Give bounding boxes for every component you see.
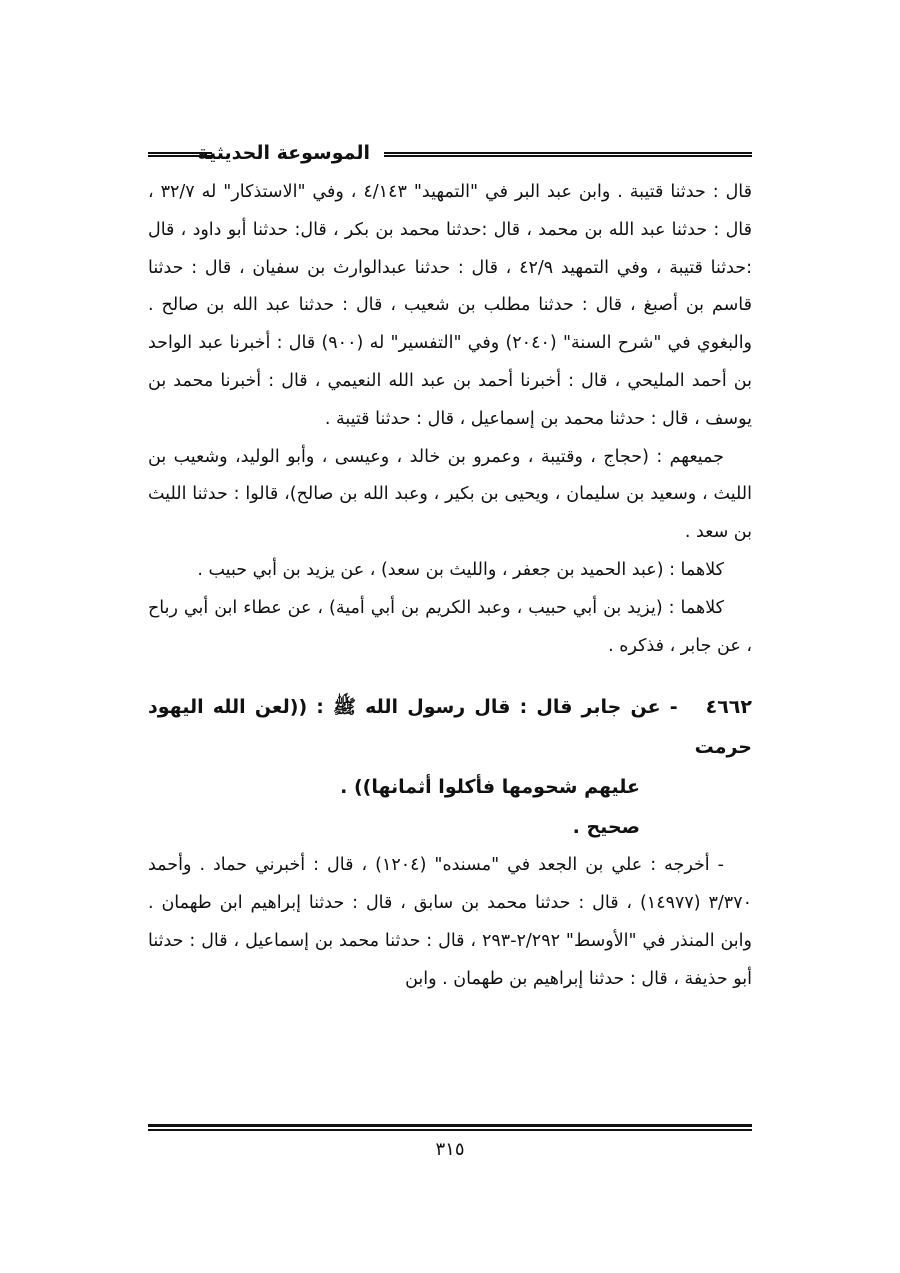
hadith-text-line1: عن جابر قال : قال رسول الله ﷺ : ((لعن الله اليهود حرمت xyxy=(148,696,752,759)
paragraph-all-of-them: جميعهم : (حجاج ، وقتيبة ، وعمرو بن خالد ، وعيسى ، وأبو الوليد، وشعيب بن الليث ، وسعيد بن سليمان ، ويحيى بن بكير ، وعبد الله بن صالح)، قالوا : حدثنا الليث بن سعد . xyxy=(148,446,752,543)
header-title: الموسوعة الحديثية xyxy=(197,142,370,164)
hadith-grade: صحيح . xyxy=(572,816,640,839)
page-body xyxy=(148,174,752,999)
hadith-number: ٤٦٦٢- xyxy=(669,696,752,719)
header-rule-right xyxy=(384,152,752,157)
running-header xyxy=(148,140,752,170)
page-number: ٣١٥ xyxy=(435,1139,465,1160)
hadith-text-line2: عليهم شحومها فأكلوا أثمانها)) . xyxy=(340,776,640,799)
paragraph-takhrij: - أخرجه : علي بن الجعد في "مسنده" (١٢٠٤) ، قال : أخبرني حماد . وأحمد ٣/٣٧٠ (١٤٩٧٧) ، قال : حدثنا محمد بن سابق ، قال : حدثنا إبراهيم ابن طهمان . وابن المنذر في "الأوسط" ٢/٢٩٢-٢٩٣ ، قال : حدثنا محمد بن إسماعيل ، قال : حدثنا أبو حذيفة ، قال : حدثنا إبراهيم بن طهمان . وابن xyxy=(148,855,752,989)
paragraph-both-1: كلاهما : (عبد الحميد بن جعفر ، والليث بن سعد) ، عن يزيد بن أبي حبيب . xyxy=(197,559,724,580)
hadith-heading xyxy=(148,687,752,807)
paragraph-both-2: كلاهما : (يزيد بن أبي حبيب ، وعبد الكريم بن أبي أمية) ، عن عطاء ابن أبي رباح ، عن جابر ، فذكره . xyxy=(148,597,752,656)
paragraph-sources: قال : حدثنا قتيبة . وابن عبد البر في "التمهيد" ٤/١٤٣ ، وفي "الاستذكار" له ٣٢/٧ ، قال : حدثنا عبد الله بن محمد ، قال :حدثنا محمد بن بكر ، قال: حدثنا أبو داود ، قال :حدثنا قتيبة ، وفي التمهيد ٤٢/٩ ، قال : حدثنا عبدالوارث بن سفيان ، قال : حدثنا قاسم بن أصبغ ، قال : حدثنا مطلب بن شعيب ، قال : حدثنا عبد الله بن صالح . والبغوي في "شرح السنة" (٢٠٤٠) وفي "التفسير" له (٩٠٠) قال : أخبرنا عبد الواحد بن أحمد المليحي ، قال : أخبرنا أحمد بن عبد الله النعيمي ، قال : أخبرنا محمد بن يوسف ، قال : حدثنا محمد بن إسماعيل ، قال : حدثنا قتيبة . xyxy=(148,182,753,429)
footer-rule xyxy=(148,1124,752,1131)
header-rule-left xyxy=(148,152,212,157)
